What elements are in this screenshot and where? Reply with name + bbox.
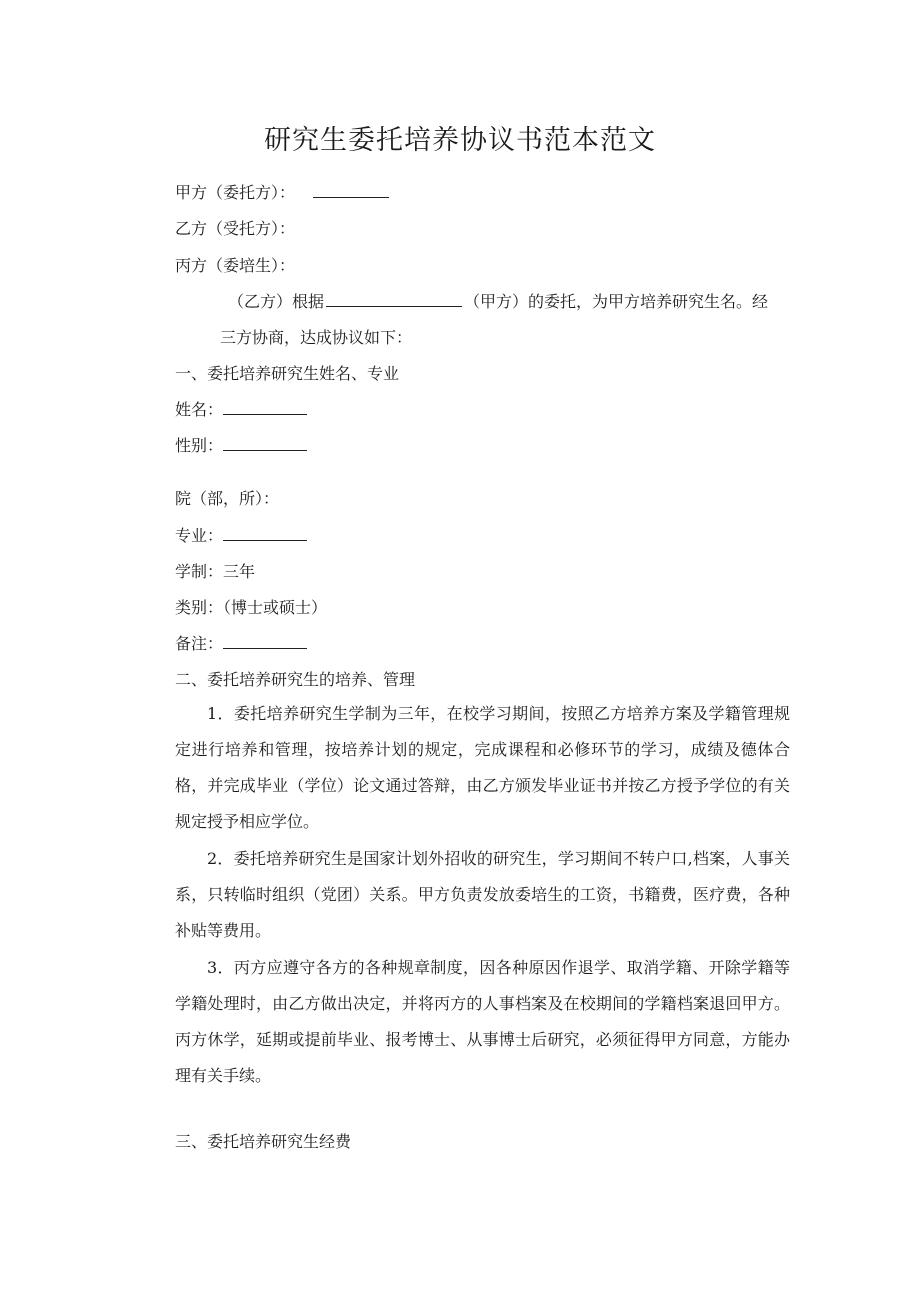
gender-label: 性别：	[175, 436, 224, 455]
name-line	[175, 397, 307, 420]
major-blank	[223, 526, 307, 541]
remark-label: 备注：	[175, 634, 224, 653]
section2-heading: 二、委托培养研究生的培养、管理	[175, 670, 416, 689]
gender-line	[175, 433, 307, 456]
major-line	[175, 523, 307, 546]
intro-end: （甲方）的委托，为甲方培养研究生名。经	[464, 292, 769, 311]
party-b-line: 乙方（受托方）：	[175, 219, 296, 238]
type-line: 类别：（博士或硕士）	[175, 598, 328, 617]
intro-start: （乙方）根据	[228, 292, 325, 311]
section3-heading: 三、委托培养研究生经费	[175, 1132, 352, 1151]
name-label: 姓名：	[175, 400, 224, 419]
name-blank	[223, 400, 307, 415]
major-label: 专业：	[175, 526, 224, 545]
clause-1: 1．委托培养研究生学制为三年，在校学习期间，按照乙方培养方案及学籍管理规定进行培养和管理，按培养计划的规定，完成课程和必修环节的学习，成绩及德体合格，并完成毕业（学位）论文通过答辩，由乙方颁发毕业证书并按乙方授予学位的有关规定授予相应学位。	[175, 704, 790, 831]
document-title: 研究生委托培养协议书范本范文	[264, 125, 656, 156]
remark-blank	[223, 634, 307, 649]
remark-line	[175, 631, 307, 654]
party-a-line	[175, 180, 389, 203]
duration-line: 学制：三年	[175, 562, 256, 581]
clause-3: 3．丙方应遵守各方的各种规章制度，因各种原因作退学、取消学籍、开除学籍等学籍处理时，由乙方做出决定，并将丙方的人事档案及在校期间的学籍档案退回甲方。丙方休学，延期或提前毕业、报考博士、从事博士后研究，必须征得甲方同意，方能办理有关手续。	[175, 958, 790, 1085]
clause-2: 2．委托培养研究生是国家计划外招收的研究生，学习期间不转户口,档案，人事关系，只转临时组织（党团）关系。甲方负责发放委培生的工资，书籍费，医疗费，各种补贴等费用。	[175, 849, 790, 940]
party-a-label: 甲方（委托方）：	[175, 183, 296, 202]
party-a-blank	[313, 183, 389, 198]
party-c-line: 丙方（委培生）：	[175, 256, 296, 275]
intro-line-1	[228, 289, 768, 312]
dept-line: 院（部，所）：	[175, 489, 280, 508]
intro-blank	[326, 292, 462, 307]
intro-line-2: 三方协商，达成协议如下：	[220, 328, 413, 347]
section1-heading: 一、委托培养研究生姓名、专业	[175, 364, 400, 383]
gender-blank	[223, 436, 307, 451]
